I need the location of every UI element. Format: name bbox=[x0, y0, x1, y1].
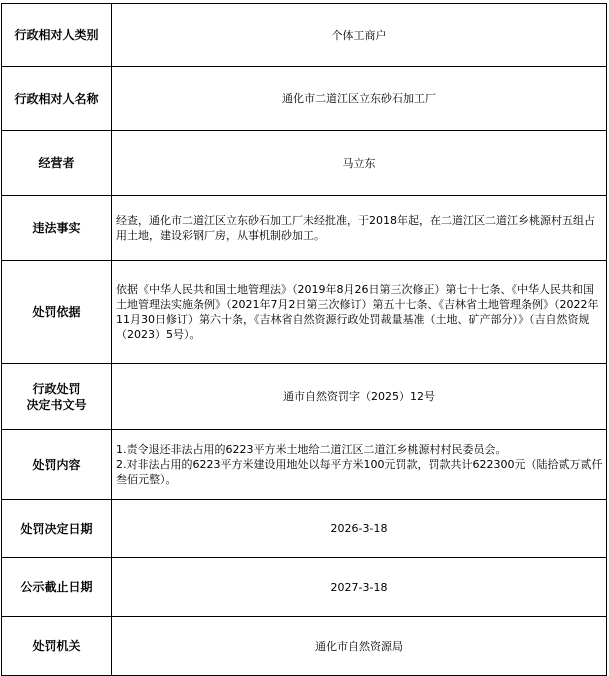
table-row bbox=[2, 4, 607, 67]
row-value-operator: 马立东 bbox=[112, 131, 607, 196]
table-row bbox=[2, 558, 607, 617]
row-value-counterparty-name: 通化市二道江区立东砂石加工厂 bbox=[112, 67, 607, 131]
row-value-decision-date: 2026-3-18 bbox=[112, 500, 607, 558]
row-label-counterparty-name: 行政相对人名称 bbox=[2, 67, 112, 131]
row-label-publicity-end-date: 公示截止日期 bbox=[2, 558, 112, 617]
row-value-penalty-content bbox=[112, 430, 607, 500]
row-label-decision-number: 行政处罚 决定书文号 bbox=[2, 364, 112, 430]
row-label-violation-facts: 违法事实 bbox=[2, 196, 112, 261]
penalty-item: 2.对非法占用的6223平方米建设用地处以每平方米100元罚款，罚款共计622300元（陆拾贰万贰仟叁佰元整）。 bbox=[116, 458, 603, 486]
table-row bbox=[2, 67, 607, 131]
row-label-decision-date: 处罚决定日期 bbox=[2, 500, 112, 558]
row-label-operator: 经营者 bbox=[2, 131, 112, 196]
row-label-penalty-authority: 处罚机关 bbox=[2, 617, 112, 676]
penalty-disclosure-table bbox=[1, 3, 607, 676]
row-value-decision-number: 通市自然资罚字（2025）12号 bbox=[112, 364, 607, 430]
table-row bbox=[2, 364, 607, 430]
table-row bbox=[2, 196, 607, 261]
row-value-penalty-basis: 依据《中华人民共和国土地管理法》（2019年8月26日第三次修正）第七十七条、《中华人民共和国土地管理法实施条例》（2021年7月2日第三次修订）第五十七条、《吉林省土地管理条例》（2022年11月30日修订）第六十条，《吉林省自然资源行政处罚裁量基准（土地、矿产部分）》（吉自然资规（2023）5号）。 bbox=[112, 261, 607, 364]
table-row bbox=[2, 131, 607, 196]
row-value-publicity-end-date: 2027-3-18 bbox=[112, 558, 607, 617]
penalty-item: 1.责令退还非法占用的6223平方米土地给二道江区二道江乡桃源村村民委员会。 bbox=[116, 443, 507, 456]
table-row bbox=[2, 430, 607, 500]
row-value-violation-facts: 经查，通化市二道江区立东砂石加工厂未经批准，于2018年起，在二道江区二道江乡桃源村五组占用土地，建设彩钢厂房，从事机制砂加工。 bbox=[112, 196, 607, 261]
table-row bbox=[2, 261, 607, 364]
row-label-penalty-basis: 处罚依据 bbox=[2, 261, 112, 364]
table-row bbox=[2, 617, 607, 676]
row-label-penalty-content: 处罚内容 bbox=[2, 430, 112, 500]
row-value-counterparty-type: 个体工商户 bbox=[112, 4, 607, 67]
row-label-counterparty-type: 行政相对人类别 bbox=[2, 4, 112, 67]
row-value-penalty-authority: 通化市自然资源局 bbox=[112, 617, 607, 676]
table-row bbox=[2, 500, 607, 558]
